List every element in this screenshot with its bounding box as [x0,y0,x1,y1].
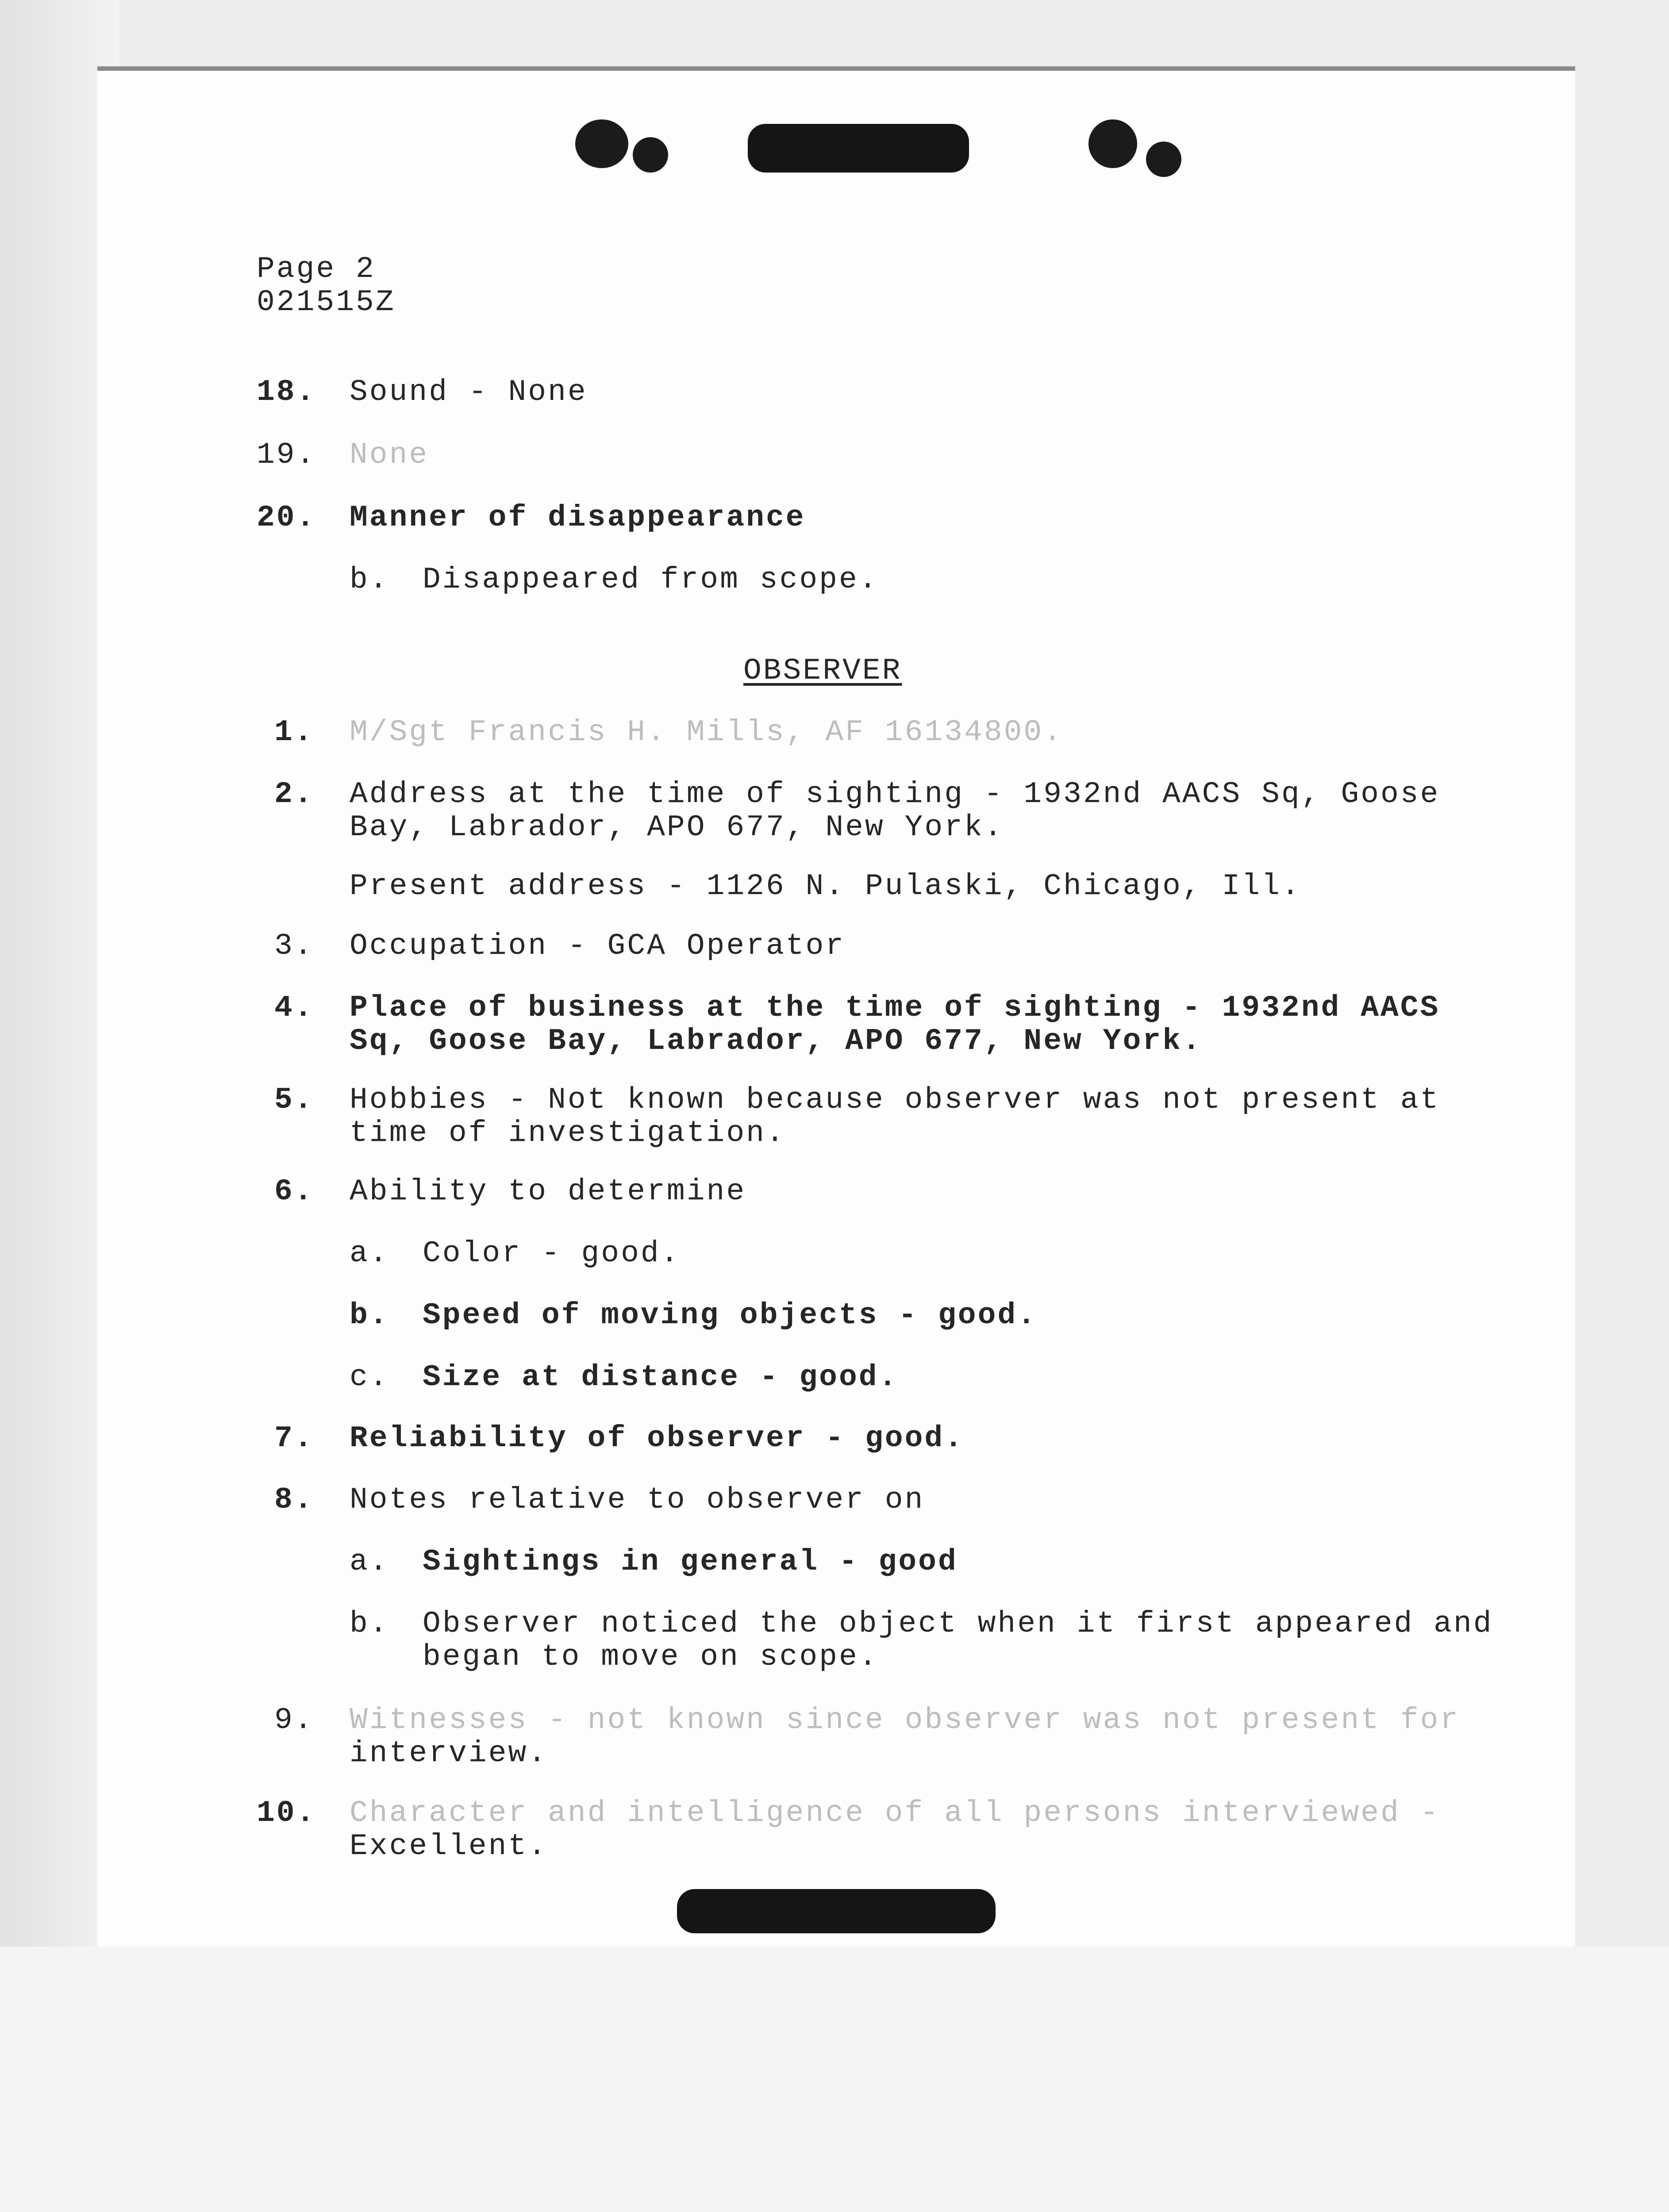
page-label: Page 2 [257,252,376,286]
observer-number: 7. [274,1421,314,1455]
observer-number: 10. [257,1796,316,1830]
observer-line: began to move on scope. [423,1640,879,1674]
observer-line: Hobbies - Not known because observer was not present at [350,1083,1440,1117]
punch-hole-right [1088,119,1137,168]
observer-line: Address at the time of sighting - 1932nd AACS Sq, Goose [350,777,1440,811]
redaction-bottom [677,1889,996,1933]
observer-line: interview. [350,1736,548,1770]
observer-number: 1. [274,715,314,749]
item-number: b. [350,563,389,597]
observer-number: 2. [274,777,314,811]
observer-number: a. [350,1237,389,1271]
observer-line: Speed of moving objects - good. [423,1298,1038,1333]
observer-line: Size at distance - good. [423,1360,899,1394]
observer-line: M/Sgt Francis H. Mills, AF 16134800. [350,715,1064,749]
observer-line: Notes relative to observer on [350,1483,925,1517]
observer-line: Color - good. [423,1237,681,1271]
scan-bottom-margin [0,1947,1669,2212]
item-number: 18. [257,375,316,409]
observer-number: b. [350,1298,389,1333]
observer-line: Place of business at the time of sighting - 1932nd AACS [350,991,1440,1025]
observer-line: Sightings in general - good [423,1545,958,1579]
observer-number: c. [350,1360,389,1394]
observer-line: Occupation - GCA Operator [350,929,846,963]
observer-number: b. [350,1607,389,1641]
observer-line: Character and intelligence of all persons interviewed - [350,1796,1440,1830]
observer-number: 5. [274,1083,314,1117]
observer-number: 6. [274,1175,314,1209]
item-text: Disappeared from scope. [423,563,879,597]
observer-line: Present address - 1126 N. Pulaski, Chicago, Ill. [350,869,1301,903]
section-title: OBSERVER [743,654,902,688]
observer-number: 3. [274,929,314,963]
observer-line: time of investigation. [350,1116,786,1150]
observer-number: a. [350,1545,389,1579]
punch-hole-left-small [633,137,668,173]
observer-line: Witnesses - not known since observer was not present for [350,1703,1460,1737]
observer-line: Observer noticed the object when it first appeared and [423,1607,1493,1641]
item-number: 20. [257,501,316,535]
item-text: Manner of disappearance [350,501,806,535]
redaction-top [748,124,969,173]
observer-line: Bay, Labrador, APO 677, New York. [350,810,1004,845]
observer-number: 8. [274,1483,314,1517]
observer-number: 4. [274,991,314,1025]
observer-line: Sq, Goose Bay, Labrador, APO 677, New York. [350,1024,1202,1058]
punch-hole-left [575,119,628,168]
observer-line: Ability to determine [350,1175,746,1209]
item-text: Sound - None [350,375,588,409]
observer-line: Reliability of observer - good. [350,1421,965,1455]
reference-number: 021515Z [257,285,396,319]
item-text: None [350,438,429,472]
observer-number: 9. [274,1703,314,1737]
observer-line: Excellent. [350,1829,548,1863]
item-number: 19. [257,438,316,472]
punch-hole-right-small [1146,142,1181,177]
